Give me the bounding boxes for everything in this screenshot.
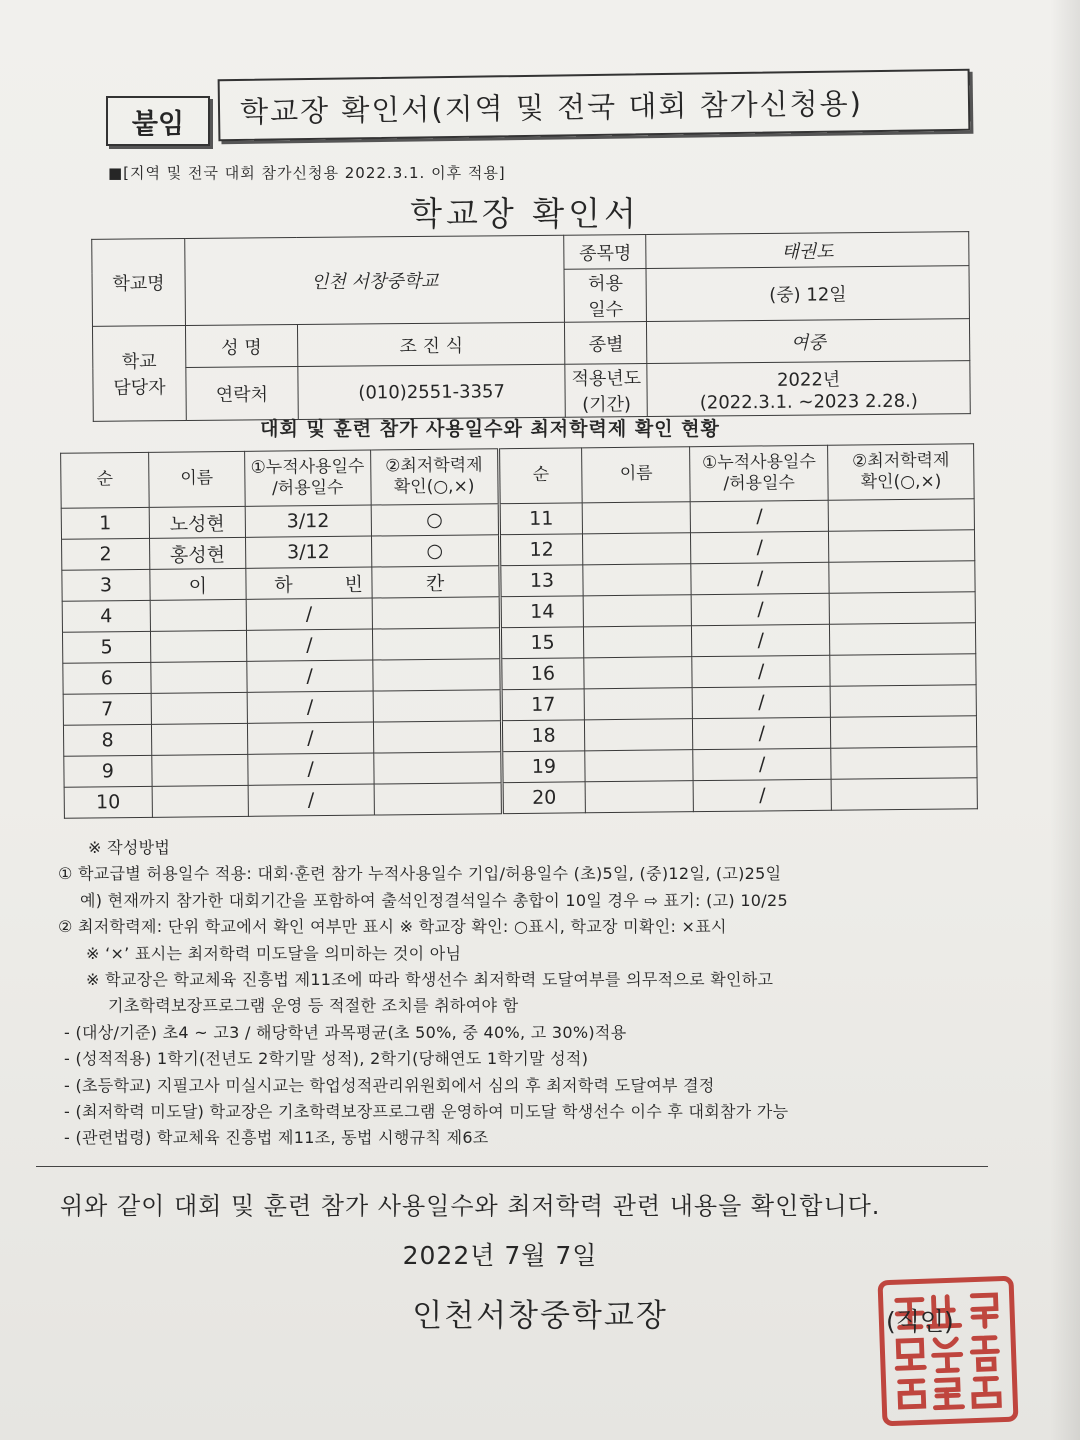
row-name-right [583, 502, 691, 534]
row-check [373, 721, 501, 753]
header-name: 이름 [148, 451, 244, 507]
table-header-row [61, 444, 975, 509]
row-days-right: / [693, 779, 831, 811]
row-days-right: / [691, 531, 829, 563]
header-check [370, 449, 498, 505]
header-days-line1: ①누적사용일수 [250, 456, 365, 478]
row-check-right [829, 561, 975, 594]
row-days: / [247, 660, 373, 692]
row-days: / [248, 784, 374, 816]
instruction-line: 예) 현재까지 참가한 대회기간을 포함하여 출석인정결석일수 총합이 10일 경우 ⇨ 표기: (고) 10/25 [80, 890, 788, 910]
row-check-right [830, 654, 976, 687]
official-seal-stamp [877, 1276, 1018, 1427]
instruction-line: ② 최저학력제: 단위 학교에서 확인 여부만 표시 ※ 학교장 확인: ○표시, 학교장 미확인: ×표시 [58, 917, 727, 937]
year-label-line2: (기간) [582, 394, 632, 416]
row-check [372, 659, 500, 691]
school-label: 학교명 [92, 239, 186, 327]
row-name [151, 661, 247, 693]
attachment-label: 붙임 [106, 96, 210, 146]
row-check: ○ [371, 535, 499, 567]
row-no-right: 12 [499, 534, 583, 566]
page-edge-shadow [1050, 0, 1080, 1440]
row-days: / [246, 629, 372, 661]
gender-value: 여중 [647, 319, 970, 364]
row-no-right: 20 [502, 782, 586, 814]
row-check [374, 783, 502, 815]
row-no: 4 [62, 600, 150, 632]
instruction-line: 기초학력보장프로그램 운영 등 적절한 조치를 취하여야 함 [108, 996, 519, 1016]
header-days-right-line2: /허용일수 [723, 473, 795, 494]
row-no: 6 [63, 662, 151, 694]
row-name-right [584, 626, 692, 658]
allowed-days-value: (중) 12일 [646, 266, 969, 322]
row-no-right: 18 [501, 720, 585, 752]
year-label [565, 363, 647, 417]
row-days: / [246, 598, 372, 630]
header-no-right: 순 [498, 448, 582, 504]
row-name [151, 692, 247, 724]
row-check-right [828, 499, 974, 532]
applicability-note: ■[지역 및 전국 대회 참가신청용 2022.3.1. 이후 적용] [108, 164, 506, 182]
row-name-right [584, 595, 692, 627]
row-no: 5 [62, 631, 150, 663]
row-check-right [829, 530, 975, 563]
row-name [152, 754, 248, 786]
header-check-line2: 확인(○,×) [393, 476, 475, 498]
header-days-right-line1: ①누적사용일수 [701, 451, 816, 473]
allowed-days-label-line2: 일수 [588, 299, 624, 321]
row-no: 10 [64, 786, 152, 818]
manager-label-line1: 학교 [121, 351, 157, 373]
row-check: 칸 [372, 566, 500, 598]
event-label: 종목명 [564, 234, 646, 269]
row-name-right [586, 781, 694, 813]
instruction-line: - (대상/기준) 초4 ~ 고3 / 해당학년 과목평균(초 50%, 중 40%, 고 30%)적용 [64, 1022, 627, 1042]
header-no: 순 [61, 452, 149, 508]
name-label: 성 명 [185, 325, 297, 368]
name-value: 조 진 식 [297, 322, 565, 366]
row-no: 1 [61, 507, 149, 539]
row-days: / [247, 722, 373, 754]
row-days-right: / [693, 717, 831, 749]
document-title: 학교장 확인서 [410, 194, 640, 233]
row-days-right: / [691, 593, 829, 625]
blank-marker-char-2: 빈 [344, 573, 364, 596]
row-name-right [584, 657, 692, 689]
instruction-line: ※ ‘×’ 표시는 최저학력 미도달을 의미하는 것이 아님 [86, 943, 462, 963]
info-table [91, 231, 971, 422]
row-days: 3/12 [245, 505, 371, 537]
instruction-line: - (성적적용) 1학기(전년도 2학기말 성적), 2학기(당해연도 1학기말 성적) [64, 1049, 589, 1069]
row-name: 홍성현 [149, 537, 245, 569]
participation-table [60, 443, 978, 819]
seal-mark-text: (직인) [886, 1307, 954, 1336]
row-name-right [585, 750, 693, 782]
blank-marker-char-1: 하 [274, 573, 293, 597]
table-body [61, 499, 977, 819]
gender-label: 종별 [565, 321, 647, 364]
row-no: 9 [64, 755, 152, 787]
principal-title: 인천서창중학교장 [412, 1298, 668, 1334]
allowed-days-label-line1: 허용 [588, 273, 624, 295]
row-days-right: / [692, 655, 830, 687]
contact-label: 연락처 [186, 367, 298, 421]
row-days: / [247, 691, 373, 723]
allowed-days-label [564, 268, 646, 322]
row-check [373, 690, 501, 722]
school-value: 인천 서창중학교 [185, 235, 565, 325]
row-no-right: 16 [500, 658, 584, 690]
row-name [150, 630, 246, 662]
row-no: 8 [63, 724, 151, 756]
row-check-right [830, 685, 976, 718]
header-check-right-line2: 확인(○,×) [860, 471, 942, 493]
header-title: 학교장 확인서(지역 및 전국 대회 참가신청용) [218, 69, 971, 141]
instruction-line: - (관련법령) 학교체육 진흥법 제11조, 동법 시행규칙 제6조 [64, 1128, 489, 1148]
manager-label-line2: 담당자 [113, 377, 166, 399]
row-no-right: 15 [500, 627, 584, 659]
instruction-line: ※ 학교장은 학교체육 진흥법 제11조에 따라 학생선수 최저학력 도달여부를 의무적으로 확인하고 [86, 970, 774, 990]
row-days-right: / [692, 624, 830, 656]
row-name: 노성현 [149, 506, 245, 538]
row-check [373, 752, 501, 784]
row-name [152, 785, 248, 817]
row-days [246, 567, 372, 599]
row-name-right [583, 533, 691, 565]
row-no-right: 11 [499, 503, 583, 535]
instruction-line: ① 학교급별 허용일수 적용: 대회·훈련 참가 누적사용일수 기입/허용일수 (초)5일, (중)12일, (고)25일 [58, 864, 782, 884]
instructions [58, 835, 988, 1152]
row-days: 3/12 [245, 536, 371, 568]
header [106, 74, 972, 146]
contact-value: (010)2551-3357 [298, 364, 566, 419]
instruction-line: - (최저학력 미도달) 학교장은 기초학력보장프로그램 운영하여 미도달 학생선수 이수 후 대회참가 가능 [64, 1102, 789, 1122]
row-check-right [830, 623, 976, 656]
row-days-right: / [693, 748, 831, 780]
row-no-right: 17 [501, 689, 585, 721]
year-value [647, 361, 970, 417]
year-value-line2: (2022.3.1. ~2023 2.28.) [699, 390, 918, 414]
header-days [244, 450, 371, 506]
row-days-right: / [690, 500, 828, 532]
header-days-right [690, 445, 828, 501]
instruction-line: - (초등학교) 지필고사 미실시교는 학업성적관리위원회에서 심의 후 최저학력 도달여부 결정 [64, 1075, 715, 1095]
issue-date: 2022년 7월 7일 [402, 1241, 598, 1270]
row-check [372, 628, 500, 660]
divider [36, 1166, 988, 1167]
instruction-line: ※ 작성방법 [88, 838, 171, 857]
row-days: / [248, 753, 374, 785]
row-days-right: / [692, 686, 830, 718]
row-name-right [585, 719, 693, 751]
header-name-right: 이름 [582, 447, 690, 503]
header-days-line2: /허용일수 [271, 477, 344, 499]
row-no: 3 [62, 569, 150, 601]
status-section-title: 대회 및 훈련 참가 사용일수와 최저학력제 확인 현황 [260, 418, 720, 440]
year-label-line1: 적용년도 [571, 368, 642, 390]
header-check-right-line1: ②최저학력제 [851, 450, 950, 472]
row-no-right: 13 [499, 565, 583, 597]
row-name-right [585, 688, 693, 720]
row-no-right: 19 [501, 751, 585, 783]
header-check-line1: ②최저학력제 [385, 455, 483, 477]
row-name [151, 723, 247, 755]
year-value-line1: 2022년 [776, 368, 841, 391]
row-no: 7 [63, 693, 151, 725]
row-check: ○ [371, 504, 499, 536]
row-check [372, 597, 500, 629]
row-name: 이 [150, 568, 246, 600]
row-check-right [829, 592, 975, 625]
row-name [150, 599, 246, 631]
row-check-right [831, 778, 977, 811]
manager-label [92, 326, 186, 422]
row-days-right: / [691, 562, 829, 594]
row-no-right: 14 [500, 596, 584, 628]
confirmation-statement: 위와 같이 대회 및 훈련 참가 사용일수와 최저학력 관련 내용을 확인합니다. [60, 1192, 881, 1220]
event-value: 태권도 [646, 232, 969, 269]
row-check-right [831, 716, 977, 749]
row-no: 2 [62, 538, 150, 570]
row-name-right [583, 564, 691, 596]
header-check-right [828, 444, 974, 501]
row-check-right [831, 747, 977, 780]
